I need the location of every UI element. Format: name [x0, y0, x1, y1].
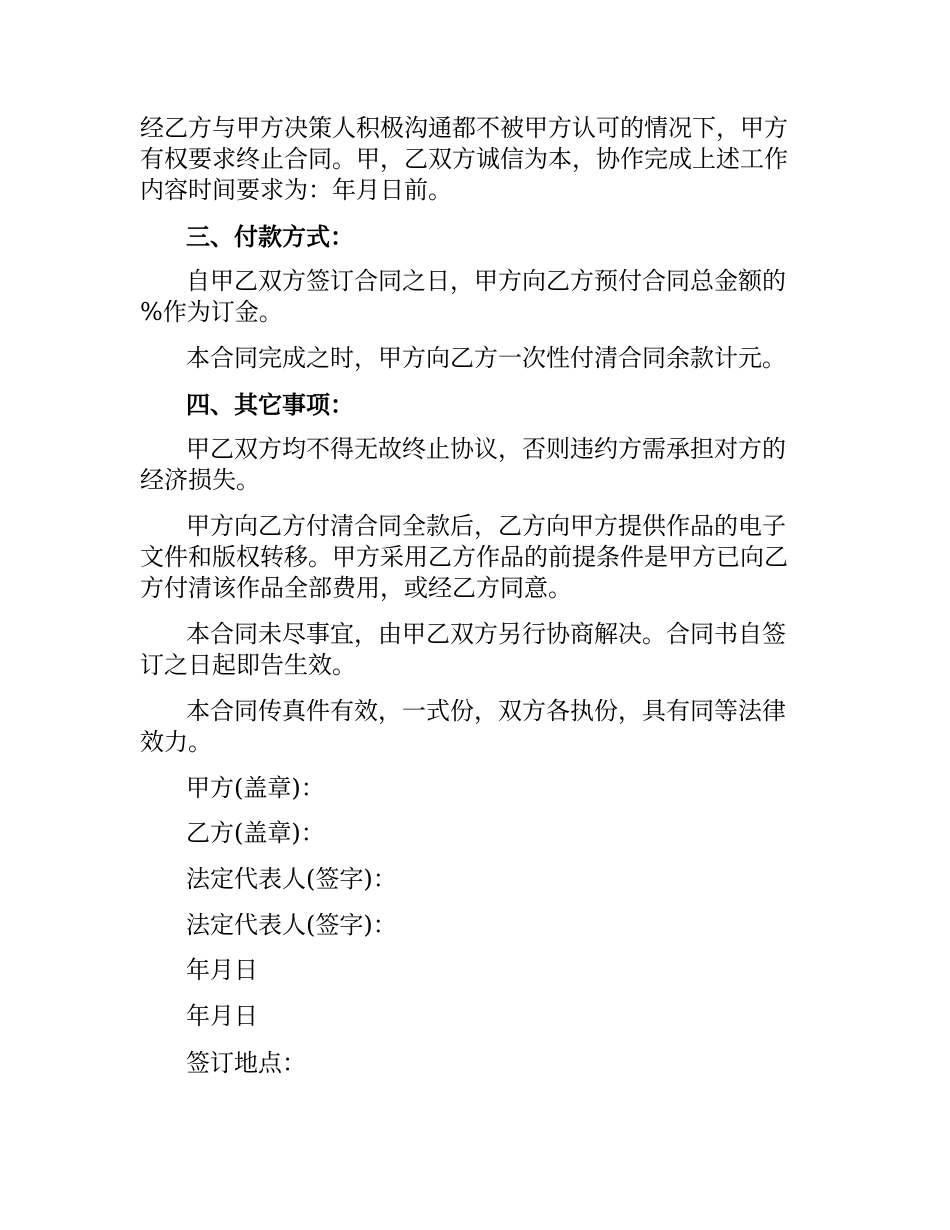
paragraph-line: 本合同未尽事宜，由甲乙双方另行协商解决。合同书自签 [186, 620, 786, 648]
paragraph-line: %作为订金。 [140, 298, 283, 326]
section-heading: 三、付款方式： [186, 222, 354, 251]
signing-place-line [140, 1048, 812, 1079]
continued-paragraph [140, 113, 812, 206]
date-label: 年月日 [186, 1002, 258, 1030]
paragraph-line: 内容时间要求为：年月日前。 [140, 176, 452, 204]
signature-label: 甲方(盖章)： [186, 774, 325, 802]
legal-rep-a-line [140, 864, 812, 895]
signing-place-label: 签订地点： [186, 1049, 306, 1077]
termination-paragraph [140, 434, 812, 496]
deposit-paragraph [140, 266, 812, 328]
paragraph-line: 订之日起即告生效。 [140, 651, 356, 679]
section-heading: 四、其它事项： [186, 390, 354, 419]
legal-rep-b-line [140, 910, 812, 941]
date-label: 年月日 [186, 956, 258, 984]
paragraph-line: 文件和版权转移。甲方采用乙方作品的前提条件是甲方已向乙 [140, 543, 788, 571]
signature-label: 法定代表人(签字)： [186, 865, 397, 893]
other-heading [140, 389, 812, 420]
paragraph-line: 经乙方与甲方决策人积极沟通都不被甲方认可的情况下，甲方 [140, 114, 788, 142]
paragraph-line: 本合同完成之时，甲方向乙方一次性付清合同余款计元。 [186, 344, 786, 372]
paragraph-line: 有权要求终止合同。甲，乙双方诚信为本，协作完成上述工作 [140, 145, 788, 173]
paragraph-line: 本合同传真件有效，一式份，双方各执份，具有同等法律 [186, 697, 786, 725]
signature-label: 乙方(盖章)： [186, 819, 325, 847]
party-a-seal-line [140, 773, 812, 804]
date-b-line [140, 1001, 812, 1032]
signature-label: 法定代表人(签字)： [186, 911, 397, 939]
paragraph-line: 效力。 [140, 728, 212, 756]
paragraph-line: 甲方向乙方付清合同全款后，乙方向甲方提供作品的电子 [186, 512, 786, 540]
unresolved-paragraph [140, 619, 812, 681]
party-b-seal-line [140, 818, 812, 849]
paragraph-line: 甲乙双方均不得无故终止协议，否则违约方需承担对方的 [186, 435, 786, 463]
paragraph-line: 自甲乙双方签订合同之日，甲方向乙方预付合同总金额的 [186, 267, 786, 295]
fax-paragraph [140, 696, 812, 758]
copyright-paragraph [140, 511, 812, 604]
paragraph-line: 方付清该作品全部费用，或经乙方同意。 [140, 574, 572, 602]
payment-heading [140, 221, 812, 252]
balance-paragraph [140, 343, 812, 374]
date-a-line [140, 955, 812, 986]
paragraph-line: 经济损失。 [140, 466, 260, 494]
